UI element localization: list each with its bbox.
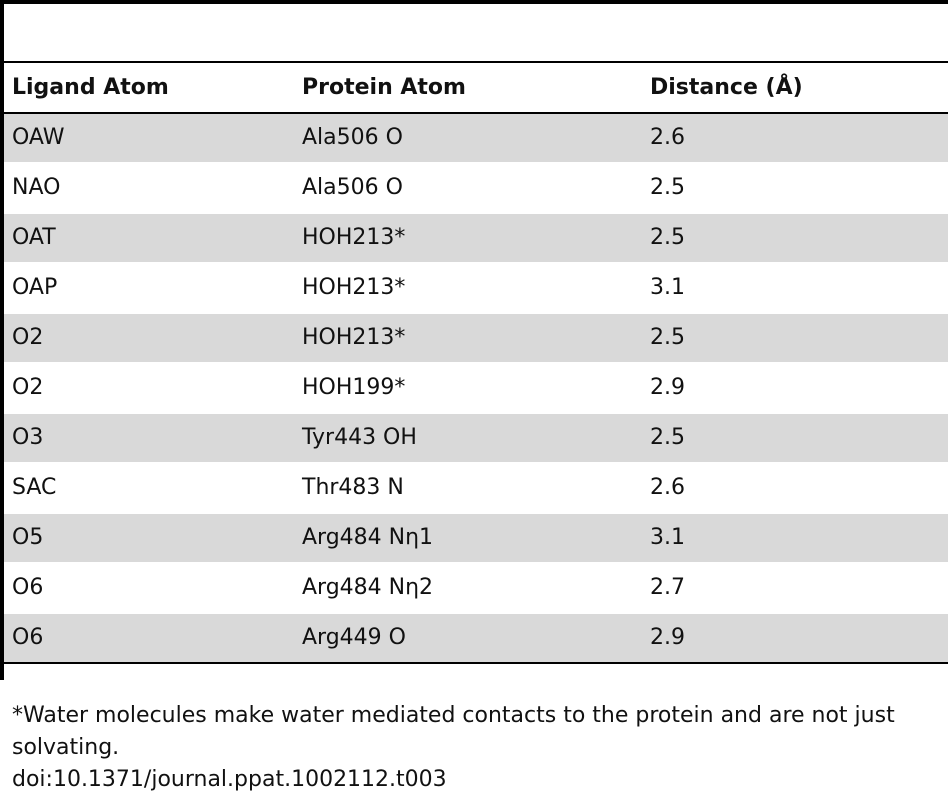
cell-protein-atom: HOH213* <box>294 213 642 263</box>
cell-protein-atom: HOH213* <box>294 263 642 313</box>
cell-distance: 2.7 <box>642 563 948 613</box>
contacts-table <box>4 63 948 664</box>
table-row <box>4 413 948 463</box>
cell-protein-atom: Ala506 O <box>294 163 642 213</box>
table-row <box>4 213 948 263</box>
table-row <box>4 313 948 363</box>
cell-ligand-atom: O2 <box>4 363 294 413</box>
cell-distance: 2.5 <box>642 163 948 213</box>
header-distance: Distance (Å) <box>642 63 948 113</box>
table-row <box>4 113 948 163</box>
cell-distance: 2.6 <box>642 113 948 163</box>
cell-distance: 2.9 <box>642 363 948 413</box>
table-header-row <box>4 63 948 113</box>
cell-distance: 3.1 <box>642 513 948 563</box>
footnote-water-note-line1: *Water molecules make water mediated contacts to the protein and are not just <box>12 703 895 728</box>
table-row <box>4 363 948 413</box>
table-row <box>4 163 948 213</box>
cell-distance: 2.5 <box>642 413 948 463</box>
header-ligand-atom: Ligand Atom <box>4 63 294 113</box>
cell-protein-atom: Arg484 Nη2 <box>294 563 642 613</box>
table-row <box>4 563 948 613</box>
cell-ligand-atom: OAW <box>4 113 294 163</box>
header-protein-atom: Protein Atom <box>294 63 642 113</box>
footnote-water-note-line2: solvating. <box>12 735 120 760</box>
cell-protein-atom: HOH213* <box>294 313 642 363</box>
cell-distance: 2.5 <box>642 213 948 263</box>
cell-ligand-atom: SAC <box>4 463 294 513</box>
table-row <box>4 513 948 563</box>
footnote-doi: doi:10.1371/journal.ppat.1002112.t003 <box>12 767 447 792</box>
cell-ligand-atom: O2 <box>4 313 294 363</box>
cell-ligand-atom: NAO <box>4 163 294 213</box>
cell-ligand-atom: O3 <box>4 413 294 463</box>
cell-protein-atom: Arg484 Nη1 <box>294 513 642 563</box>
cell-protein-atom: Tyr443 OH <box>294 413 642 463</box>
table-footnote <box>12 700 944 796</box>
table-row <box>4 463 948 513</box>
cell-protein-atom: Thr483 N <box>294 463 642 513</box>
table-row <box>4 613 948 663</box>
cell-protein-atom: Ala506 O <box>294 113 642 163</box>
cell-ligand-atom: O6 <box>4 613 294 663</box>
cell-distance: 2.9 <box>642 613 948 663</box>
cell-ligand-atom: O6 <box>4 563 294 613</box>
cell-distance: 2.6 <box>642 463 948 513</box>
cell-distance: 2.5 <box>642 313 948 363</box>
cell-protein-atom: Arg449 O <box>294 613 642 663</box>
table-row <box>4 263 948 313</box>
cell-ligand-atom: O5 <box>4 513 294 563</box>
cell-protein-atom: HOH199* <box>294 363 642 413</box>
table-top-rule <box>0 0 948 4</box>
cell-distance: 3.1 <box>642 263 948 313</box>
cell-ligand-atom: OAP <box>4 263 294 313</box>
cell-ligand-atom: OAT <box>4 213 294 263</box>
